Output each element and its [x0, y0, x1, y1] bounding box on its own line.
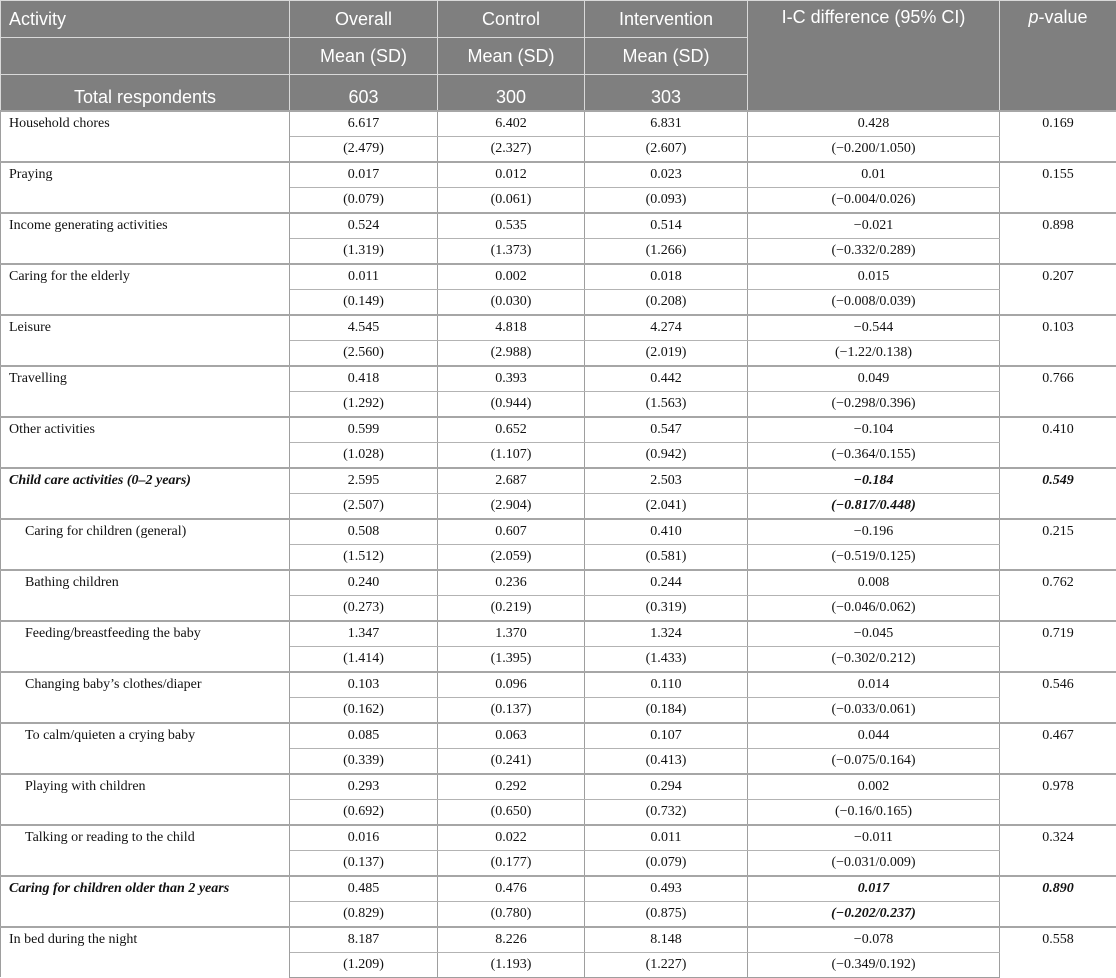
- difference-cell: 0.014: [748, 672, 1000, 698]
- control-sd-cell: (0.944): [438, 391, 585, 417]
- control-sd-cell: (2.988): [438, 340, 585, 366]
- intervention-sd-cell: (0.079): [585, 850, 748, 876]
- difference-cell: 0.01: [748, 162, 1000, 188]
- ci-cell: (−0.046/0.062): [748, 595, 1000, 621]
- control-mean-cell: 6.402: [438, 111, 585, 137]
- control-sd-cell: (2.904): [438, 493, 585, 519]
- header-pvalue-rest: -value: [1038, 7, 1087, 27]
- control-sd-cell: (1.395): [438, 646, 585, 672]
- ci-cell: (−0.302/0.212): [748, 646, 1000, 672]
- table-row: [1, 723, 1116, 749]
- overall-mean-cell: 0.524: [290, 213, 438, 239]
- pvalue-cell: 0.890: [1000, 876, 1116, 927]
- ci-cell: (−0.349/0.192): [748, 952, 1000, 977]
- header-intervention-meansd: Mean (SD): [585, 38, 748, 75]
- header-total-control: 300: [438, 75, 585, 111]
- header-activity-blank: [1, 38, 290, 75]
- table-row: [1, 366, 1116, 392]
- table-row: [1, 468, 1116, 494]
- pvalue-cell: 0.898: [1000, 213, 1116, 264]
- overall-mean-cell: 0.418: [290, 366, 438, 392]
- overall-sd-cell: (0.162): [290, 697, 438, 723]
- intervention-sd-cell: (1.433): [585, 646, 748, 672]
- intervention-sd-cell: (2.041): [585, 493, 748, 519]
- control-mean-cell: 8.226: [438, 927, 585, 953]
- ci-cell: (−0.075/0.164): [748, 748, 1000, 774]
- control-mean-cell: 1.370: [438, 621, 585, 647]
- difference-cell: 0.049: [748, 366, 1000, 392]
- difference-cell: −0.184: [748, 468, 1000, 494]
- ci-cell: (−0.298/0.396): [748, 391, 1000, 417]
- activity-cell: Income generating activities: [1, 213, 290, 264]
- overall-sd-cell: (0.273): [290, 595, 438, 621]
- overall-mean-cell: 0.240: [290, 570, 438, 596]
- control-sd-cell: (0.650): [438, 799, 585, 825]
- overall-sd-cell: (1.512): [290, 544, 438, 570]
- header-difference: I-C difference (95% CI): [748, 1, 1000, 111]
- overall-sd-cell: (1.209): [290, 952, 438, 977]
- difference-cell: 0.002: [748, 774, 1000, 800]
- table-row: [1, 774, 1116, 800]
- overall-sd-cell: (2.507): [290, 493, 438, 519]
- overall-mean-cell: 8.187: [290, 927, 438, 953]
- activity-cell: Changing baby’s clothes/diaper: [1, 672, 290, 723]
- control-mean-cell: 0.393: [438, 366, 585, 392]
- activity-cell: Playing with children: [1, 774, 290, 825]
- overall-sd-cell: (0.829): [290, 901, 438, 927]
- activity-cell: Feeding/breastfeeding the baby: [1, 621, 290, 672]
- intervention-mean-cell: 0.023: [585, 162, 748, 188]
- ci-cell: (−0.519/0.125): [748, 544, 1000, 570]
- pvalue-cell: 0.155: [1000, 162, 1116, 213]
- header-control-meansd: Mean (SD): [438, 38, 585, 75]
- header-intervention: Intervention: [585, 1, 748, 38]
- overall-mean-cell: 0.011: [290, 264, 438, 290]
- table-row: [1, 162, 1116, 188]
- overall-mean-cell: 0.103: [290, 672, 438, 698]
- overall-mean-cell: 0.293: [290, 774, 438, 800]
- activity-cell: Household chores: [1, 111, 290, 162]
- activity-cell: Child care activities (0–2 years): [1, 468, 290, 519]
- pvalue-cell: 0.762: [1000, 570, 1116, 621]
- table-row: [1, 570, 1116, 596]
- intervention-sd-cell: (1.563): [585, 391, 748, 417]
- ci-cell: (−0.004/0.026): [748, 187, 1000, 213]
- intervention-mean-cell: 2.503: [585, 468, 748, 494]
- pvalue-cell: 0.978: [1000, 774, 1116, 825]
- header-activity: Activity: [1, 1, 290, 38]
- pvalue-cell: 0.324: [1000, 825, 1116, 876]
- intervention-mean-cell: 0.493: [585, 876, 748, 902]
- intervention-mean-cell: 0.110: [585, 672, 748, 698]
- control-sd-cell: (0.780): [438, 901, 585, 927]
- control-mean-cell: 0.292: [438, 774, 585, 800]
- control-sd-cell: (1.107): [438, 442, 585, 468]
- table-row: [1, 315, 1116, 341]
- ci-cell: (−0.033/0.061): [748, 697, 1000, 723]
- intervention-mean-cell: 0.011: [585, 825, 748, 851]
- table-row: [1, 111, 1116, 137]
- overall-sd-cell: (1.292): [290, 391, 438, 417]
- intervention-mean-cell: 1.324: [585, 621, 748, 647]
- control-mean-cell: 0.002: [438, 264, 585, 290]
- intervention-sd-cell: (0.413): [585, 748, 748, 774]
- intervention-mean-cell: 0.514: [585, 213, 748, 239]
- table-row: [1, 927, 1116, 953]
- pvalue-cell: 0.410: [1000, 417, 1116, 468]
- intervention-sd-cell: (0.319): [585, 595, 748, 621]
- table-row: [1, 876, 1116, 902]
- overall-sd-cell: (1.319): [290, 238, 438, 264]
- ci-cell: (−0.16/0.165): [748, 799, 1000, 825]
- intervention-sd-cell: (1.266): [585, 238, 748, 264]
- control-sd-cell: (0.241): [438, 748, 585, 774]
- header-total-label: Total respondents: [1, 75, 290, 111]
- overall-mean-cell: 4.545: [290, 315, 438, 341]
- overall-sd-cell: (0.692): [290, 799, 438, 825]
- overall-sd-cell: (0.339): [290, 748, 438, 774]
- overall-sd-cell: (0.079): [290, 187, 438, 213]
- ci-cell: (−0.200/1.050): [748, 136, 1000, 162]
- pvalue-cell: 0.558: [1000, 927, 1116, 978]
- overall-mean-cell: 6.617: [290, 111, 438, 137]
- ci-cell: (−1.22/0.138): [748, 340, 1000, 366]
- ci-cell: (−0.031/0.009): [748, 850, 1000, 876]
- control-mean-cell: 0.012: [438, 162, 585, 188]
- table-row: [1, 213, 1116, 239]
- control-sd-cell: (2.059): [438, 544, 585, 570]
- intervention-sd-cell: (0.581): [585, 544, 748, 570]
- activity-cell: Other activities: [1, 417, 290, 468]
- intervention-mean-cell: 0.018: [585, 264, 748, 290]
- control-mean-cell: 0.476: [438, 876, 585, 902]
- overall-mean-cell: 0.016: [290, 825, 438, 851]
- header-total-intervention: 303: [585, 75, 748, 111]
- intervention-sd-cell: (0.732): [585, 799, 748, 825]
- control-sd-cell: (2.327): [438, 136, 585, 162]
- control-mean-cell: 0.535: [438, 213, 585, 239]
- difference-cell: 0.015: [748, 264, 1000, 290]
- intervention-sd-cell: (0.942): [585, 442, 748, 468]
- ci-cell: (−0.332/0.289): [748, 238, 1000, 264]
- ci-cell: (−0.202/0.237): [748, 901, 1000, 927]
- intervention-sd-cell: (1.227): [585, 952, 748, 977]
- intervention-sd-cell: (0.184): [585, 697, 748, 723]
- difference-cell: −0.196: [748, 519, 1000, 545]
- intervention-mean-cell: 0.442: [585, 366, 748, 392]
- overall-sd-cell: (2.479): [290, 136, 438, 162]
- control-mean-cell: 0.607: [438, 519, 585, 545]
- ci-cell: (−0.364/0.155): [748, 442, 1000, 468]
- control-sd-cell: (0.061): [438, 187, 585, 213]
- intervention-sd-cell: (0.093): [585, 187, 748, 213]
- header-control: Control: [438, 1, 585, 38]
- overall-mean-cell: 1.347: [290, 621, 438, 647]
- control-sd-cell: (1.373): [438, 238, 585, 264]
- control-mean-cell: 4.818: [438, 315, 585, 341]
- activity-cell: To calm/quieten a crying baby: [1, 723, 290, 774]
- control-sd-cell: (1.193): [438, 952, 585, 977]
- control-sd-cell: (0.177): [438, 850, 585, 876]
- overall-mean-cell: 0.085: [290, 723, 438, 749]
- control-mean-cell: 0.022: [438, 825, 585, 851]
- table-body: [1, 111, 1116, 978]
- difference-cell: 0.008: [748, 570, 1000, 596]
- pvalue-cell: 0.207: [1000, 264, 1116, 315]
- table-row: [1, 264, 1116, 290]
- intervention-mean-cell: 0.244: [585, 570, 748, 596]
- overall-mean-cell: 2.595: [290, 468, 438, 494]
- table-row: [1, 825, 1116, 851]
- overall-mean-cell: 0.508: [290, 519, 438, 545]
- control-sd-cell: (0.137): [438, 697, 585, 723]
- intervention-mean-cell: 6.831: [585, 111, 748, 137]
- table-row: [1, 519, 1116, 545]
- header-pvalue: [1000, 1, 1116, 111]
- difference-cell: 0.428: [748, 111, 1000, 137]
- overall-mean-cell: 0.485: [290, 876, 438, 902]
- intervention-mean-cell: 4.274: [585, 315, 748, 341]
- overall-sd-cell: (2.560): [290, 340, 438, 366]
- difference-cell: −0.045: [748, 621, 1000, 647]
- pvalue-cell: 0.546: [1000, 672, 1116, 723]
- activity-cell: Caring for children (general): [1, 519, 290, 570]
- activity-cell: Talking or reading to the child: [1, 825, 290, 876]
- overall-mean-cell: 0.599: [290, 417, 438, 443]
- pvalue-cell: 0.215: [1000, 519, 1116, 570]
- overall-sd-cell: (0.149): [290, 289, 438, 315]
- intervention-sd-cell: (2.019): [585, 340, 748, 366]
- difference-cell: −0.021: [748, 213, 1000, 239]
- difference-cell: −0.104: [748, 417, 1000, 443]
- control-mean-cell: 0.096: [438, 672, 585, 698]
- activity-cell: Caring for the elderly: [1, 264, 290, 315]
- control-sd-cell: (0.030): [438, 289, 585, 315]
- overall-sd-cell: (1.414): [290, 646, 438, 672]
- difference-cell: −0.078: [748, 927, 1000, 953]
- intervention-mean-cell: 0.294: [585, 774, 748, 800]
- intervention-mean-cell: 0.107: [585, 723, 748, 749]
- control-mean-cell: 2.687: [438, 468, 585, 494]
- activity-cell: Travelling: [1, 366, 290, 417]
- activity-cell: Leisure: [1, 315, 290, 366]
- pvalue-cell: 0.169: [1000, 111, 1116, 162]
- intervention-mean-cell: 0.410: [585, 519, 748, 545]
- difference-cell: −0.011: [748, 825, 1000, 851]
- control-mean-cell: 0.652: [438, 417, 585, 443]
- activity-cell: In bed during the night: [1, 927, 290, 978]
- intervention-sd-cell: (0.875): [585, 901, 748, 927]
- pvalue-cell: 0.719: [1000, 621, 1116, 672]
- table-row: [1, 621, 1116, 647]
- overall-sd-cell: (0.137): [290, 850, 438, 876]
- pvalue-cell: 0.467: [1000, 723, 1116, 774]
- control-mean-cell: 0.236: [438, 570, 585, 596]
- pvalue-cell: 0.549: [1000, 468, 1116, 519]
- difference-cell: 0.017: [748, 876, 1000, 902]
- overall-mean-cell: 0.017: [290, 162, 438, 188]
- pvalue-cell: 0.103: [1000, 315, 1116, 366]
- ci-cell: (−0.817/0.448): [748, 493, 1000, 519]
- pvalue-cell: 0.766: [1000, 366, 1116, 417]
- intervention-sd-cell: (2.607): [585, 136, 748, 162]
- ci-cell: (−0.008/0.039): [748, 289, 1000, 315]
- control-mean-cell: 0.063: [438, 723, 585, 749]
- header-pvalue-italic: p: [1028, 7, 1038, 27]
- activity-cell: Praying: [1, 162, 290, 213]
- header-overall: Overall: [290, 1, 438, 38]
- table-row: [1, 417, 1116, 443]
- intervention-mean-cell: 0.547: [585, 417, 748, 443]
- overall-sd-cell: (1.028): [290, 442, 438, 468]
- difference-cell: 0.044: [748, 723, 1000, 749]
- control-sd-cell: (0.219): [438, 595, 585, 621]
- difference-cell: −0.544: [748, 315, 1000, 341]
- intervention-mean-cell: 8.148: [585, 927, 748, 953]
- header-overall-meansd: Mean (SD): [290, 38, 438, 75]
- table-row: [1, 672, 1116, 698]
- activity-cell: Caring for children older than 2 years: [1, 876, 290, 927]
- header-total-overall: 603: [290, 75, 438, 111]
- table-header: [1, 1, 1116, 111]
- intervention-sd-cell: (0.208): [585, 289, 748, 315]
- activity-cell: Bathing children: [1, 570, 290, 621]
